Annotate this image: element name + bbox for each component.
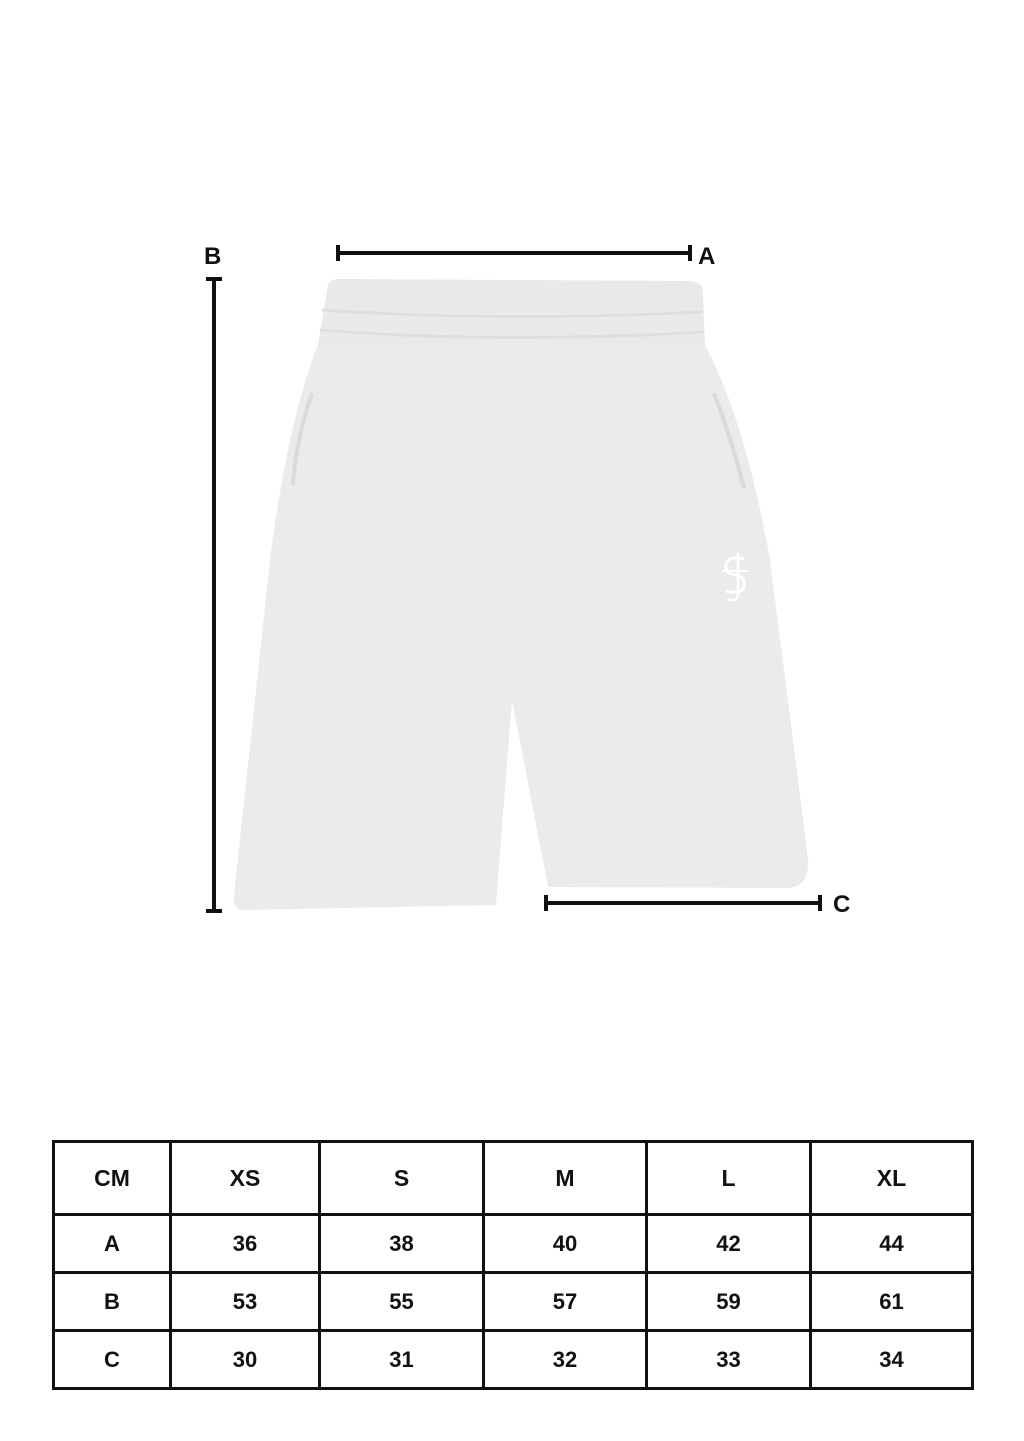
- dimension-a: [338, 243, 715, 270]
- size-chart-table: [52, 1140, 974, 1390]
- table-cell: 36: [171, 1215, 320, 1273]
- table-row: [54, 1273, 973, 1331]
- table-cell: 33: [647, 1331, 811, 1389]
- table-row: [54, 1331, 973, 1389]
- table-cell: 59: [647, 1273, 811, 1331]
- dimension-c-label: C: [833, 891, 851, 918]
- header-size-m: M: [484, 1142, 647, 1215]
- header-size-xl: XL: [811, 1142, 973, 1215]
- table-cell: 61: [811, 1273, 973, 1331]
- header-size-xs: XS: [171, 1142, 320, 1215]
- table-cell: 38: [320, 1215, 484, 1273]
- table-cell: 34: [811, 1331, 973, 1389]
- table-cell: 31: [320, 1331, 484, 1389]
- dimension-b: [204, 243, 222, 911]
- row-label: B: [54, 1273, 171, 1331]
- row-label: C: [54, 1331, 171, 1389]
- table-cell: 40: [484, 1215, 647, 1273]
- dimension-c: [546, 891, 850, 918]
- table-cell: 55: [320, 1273, 484, 1331]
- table-row: [54, 1215, 973, 1273]
- shorts-illustration: [234, 279, 808, 910]
- table-cell: 30: [171, 1331, 320, 1389]
- dimension-b-label: B: [204, 243, 222, 270]
- header-size-s: S: [320, 1142, 484, 1215]
- table-cell: 44: [811, 1215, 973, 1273]
- header-size-l: L: [647, 1142, 811, 1215]
- table-cell: 32: [484, 1331, 647, 1389]
- header-unit: CM: [54, 1142, 171, 1215]
- row-label: A: [54, 1215, 171, 1273]
- table-header-row: [54, 1142, 973, 1215]
- shorts-body: [234, 345, 808, 910]
- table-cell: 57: [484, 1273, 647, 1331]
- table-cell: 53: [171, 1273, 320, 1331]
- table-cell: 42: [647, 1215, 811, 1273]
- dimension-a-label: A: [698, 243, 716, 270]
